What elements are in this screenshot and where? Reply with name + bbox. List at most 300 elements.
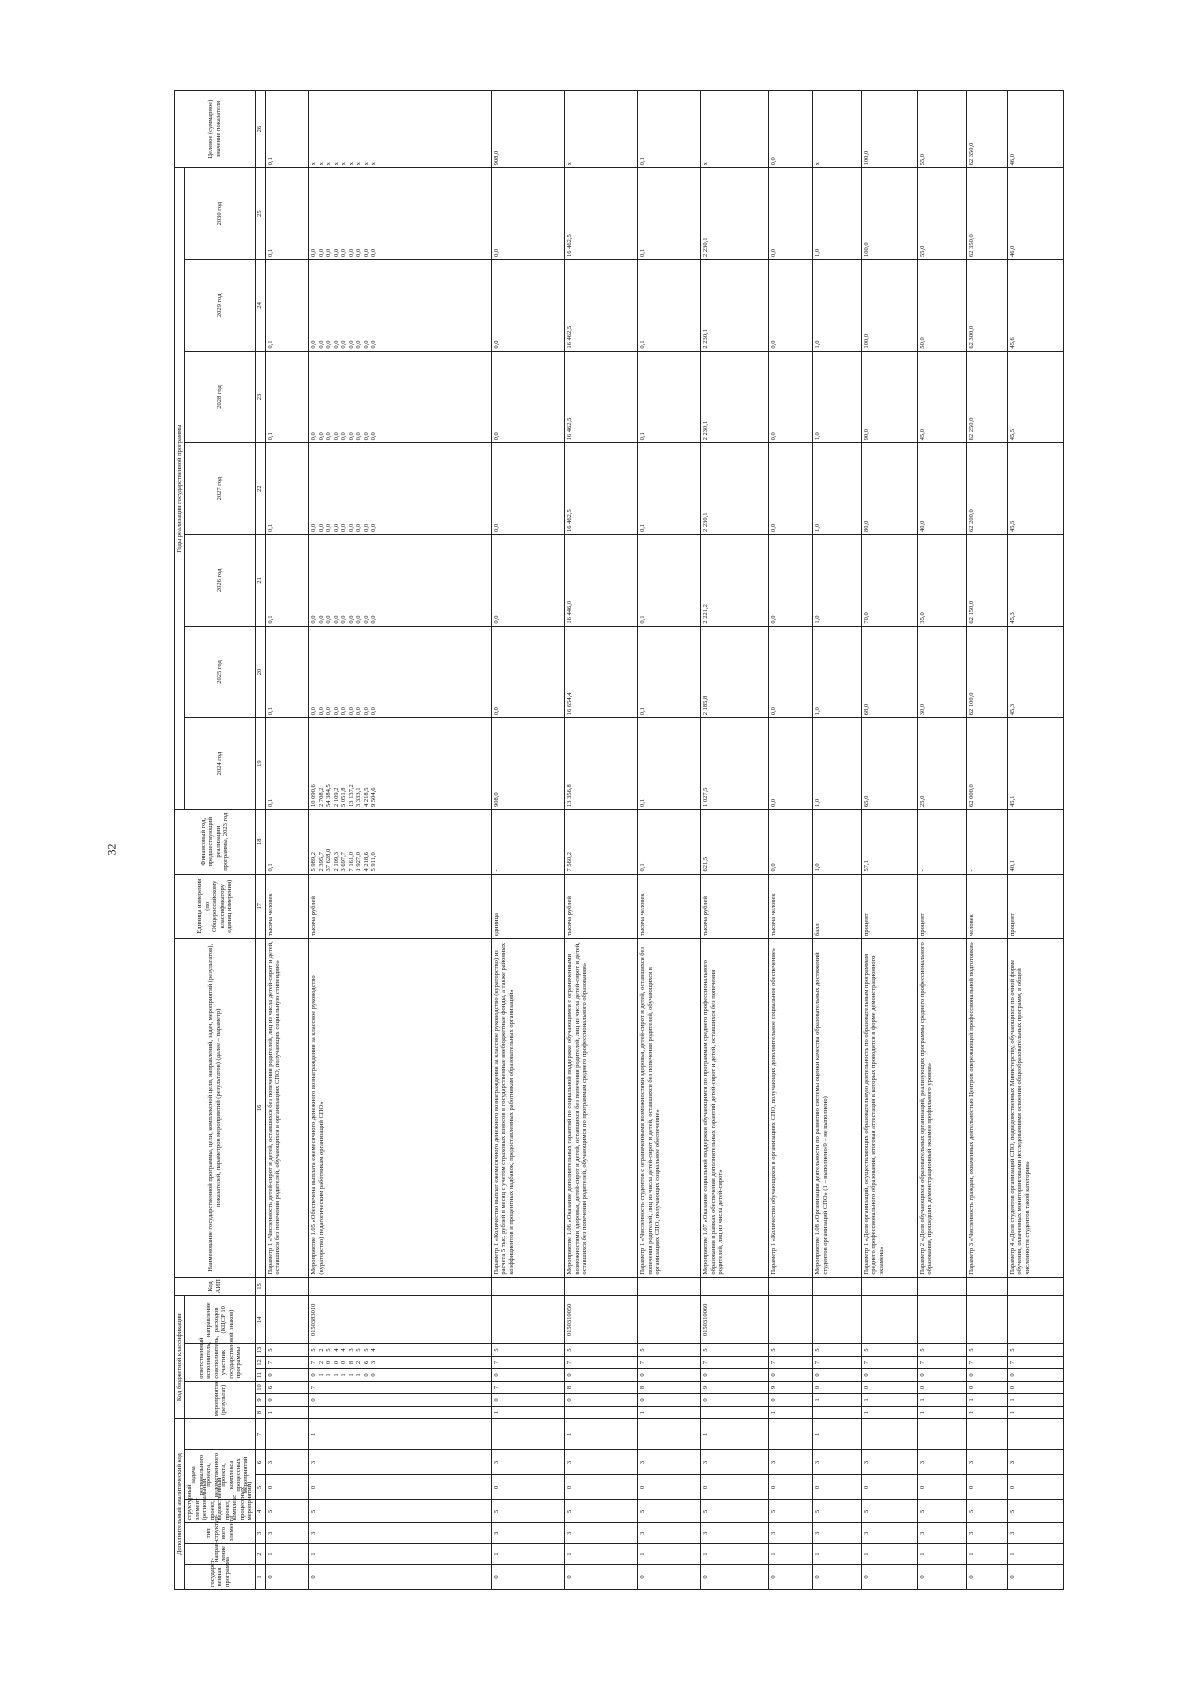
year-value-cell xyxy=(769,351,813,443)
value-line: x xyxy=(347,162,355,166)
rotated-table-wrapper xyxy=(174,90,1064,1590)
value-line: 40,0 xyxy=(918,520,926,532)
code-cell: 0 xyxy=(309,1565,492,1590)
value-line: 0,0 xyxy=(310,432,318,441)
value-line: 0,0 xyxy=(370,248,378,258)
column-index: 13 xyxy=(255,1344,265,1356)
code-cell: 3 xyxy=(966,1523,1007,1544)
year-value-cell xyxy=(917,443,966,535)
code-cell: 1 xyxy=(492,1544,565,1565)
rashod-cell xyxy=(917,1296,966,1344)
year-value-cell xyxy=(265,260,309,352)
year-value-cell xyxy=(917,626,966,718)
aip-cell xyxy=(861,1277,917,1296)
year-value-cell xyxy=(861,534,917,626)
value-line: x xyxy=(362,162,370,166)
code-cell: 3 xyxy=(1007,1450,1063,1475)
year-value-cell xyxy=(265,351,309,443)
value-line: 0,0 xyxy=(362,248,370,258)
value-line: 7 161,0 xyxy=(347,852,355,872)
value-line: 62 300,0 xyxy=(967,325,975,349)
value-line: 0,0 xyxy=(325,707,333,716)
value-line: 7 560,2 xyxy=(566,852,574,872)
value-line: 0,0 xyxy=(325,523,333,532)
code-cell: 7 2 0 0 0 8 2 6 3 xyxy=(309,1356,492,1368)
code-cell: 8 xyxy=(638,1381,701,1393)
unit-cell: тысяча человек xyxy=(769,874,813,939)
code-cell: 3 xyxy=(813,1450,862,1475)
value-line: 0,0 xyxy=(340,707,348,716)
code-cell: 3 xyxy=(701,1523,769,1544)
value-line: 0,0 xyxy=(770,798,778,807)
header-exec: ответственный исполнитель, соисполнитель, участник государственной программы xyxy=(185,1344,255,1381)
code-cell: 3 xyxy=(492,1523,565,1544)
value-line: 0,0 xyxy=(355,340,363,349)
header-task: задача регионального проекта, ведомственного проекта, комплекса процессных мероприятий xyxy=(185,1450,255,1500)
code-cell: 8 xyxy=(565,1381,638,1393)
fin-year-cell xyxy=(638,809,701,874)
value-line: 0,0 xyxy=(332,432,340,441)
table-row xyxy=(492,91,565,1590)
value-line: 13 356,8 xyxy=(566,784,574,807)
value-line: 0,0 xyxy=(310,248,318,258)
value-line: 0,0 xyxy=(370,432,378,441)
value-line: 0,0 xyxy=(362,707,370,716)
value-line: 2 708,2 xyxy=(317,787,325,807)
code-cell: 0 xyxy=(701,1394,769,1406)
column-index: 18 xyxy=(255,809,265,874)
year-value-cell xyxy=(638,443,701,535)
year-value-cell xyxy=(966,168,1007,260)
code-cell: 0 xyxy=(638,1394,701,1406)
code-cell: 0 xyxy=(861,1475,917,1500)
year-value-cell xyxy=(492,168,565,260)
value-line: 70,0 xyxy=(862,612,870,624)
value-line: - xyxy=(493,869,501,872)
rashod-cell xyxy=(966,1296,1007,1344)
value-line: 2 230,1 xyxy=(702,420,710,441)
code-cell: 7 xyxy=(565,1356,638,1368)
code-cell: 0 xyxy=(701,1475,769,1500)
value-line: 1,0 xyxy=(814,432,822,441)
aip-cell xyxy=(638,1277,701,1296)
code-cell: 5 xyxy=(917,1344,966,1356)
year-value-cell xyxy=(813,443,862,535)
value-line: 0,0 xyxy=(317,523,325,532)
code-cell: 0 xyxy=(966,1475,1007,1500)
value-line: 0,1 xyxy=(639,248,647,258)
code-cell: 3 xyxy=(565,1523,638,1544)
code-cell xyxy=(492,1419,565,1450)
year-value-cell xyxy=(861,443,917,535)
year-value-cell xyxy=(701,443,769,535)
name-cell: Параметр 1 «Численность детей-сирот и детей, оставшихся без попечения родителей, лиц из числа детей-сирот и детей, оставшихся без попечения родителей, обучающихся в организациях СПО, получающих социальную стипендию» xyxy=(265,939,309,1278)
total-cell xyxy=(701,91,769,168)
value-line: 0,0 xyxy=(770,157,778,166)
value-line: 0,0 xyxy=(340,432,348,441)
value-line: 0,1 xyxy=(266,798,274,807)
code-cell: 3 xyxy=(861,1450,917,1475)
code-cell: 5 xyxy=(1007,1500,1063,1523)
year-value-cell xyxy=(861,168,917,260)
value-line: 1,0 xyxy=(814,615,822,624)
value-line: 0,1 xyxy=(266,707,274,716)
value-line: 0,0 xyxy=(370,615,378,624)
value-line: 5 051,8 xyxy=(340,787,348,807)
header-name: Наименование государственной программы, цели, комплексной цели, направлений, задач, мероприятий (результатов), показателей, параметров мероприятий (результатов) (далее – параметр) xyxy=(175,939,256,1278)
code-cell: 5 xyxy=(701,1344,769,1356)
value-line: 0,0 xyxy=(347,340,355,349)
code-cell xyxy=(265,1419,309,1450)
year-value-cell xyxy=(492,351,565,443)
column-index: 25 xyxy=(255,168,265,260)
year-value-cell xyxy=(966,443,1007,535)
code-cell: 1 xyxy=(966,1544,1007,1565)
year-value-cell xyxy=(265,534,309,626)
value-line: 5 989,2 xyxy=(310,852,318,872)
code-cell: 1 xyxy=(917,1406,966,1418)
value-line: 0,0 xyxy=(347,523,355,532)
value-line: 45,0 xyxy=(918,428,926,441)
code-cell: 0 xyxy=(1007,1381,1063,1393)
value-line: x xyxy=(814,162,822,166)
value-line: 62 250,0 xyxy=(967,417,975,441)
value-line: 1,0 xyxy=(814,248,822,258)
year-value-cell xyxy=(966,718,1007,810)
code-cell: 0 xyxy=(861,1381,917,1393)
value-line: 1 027,5 xyxy=(702,787,710,807)
value-line: 0,0 xyxy=(317,340,325,349)
year-value-cell xyxy=(701,351,769,443)
value-line: 50,0 xyxy=(918,337,926,349)
page-number: 32 xyxy=(104,843,119,856)
name-cell: Мероприятие 1.08 «Организация деятельности по развитию системы оценки качества образовательных достижений студентов организаций СПО» (1 – выполнено/0 – не выполнено) xyxy=(813,939,862,1278)
code-cell: 0 xyxy=(638,1565,701,1590)
code-cell: 0 xyxy=(813,1475,862,1500)
code-cell: 7 xyxy=(492,1381,565,1393)
value-line: 62 100,0 xyxy=(967,692,975,716)
aip-cell xyxy=(309,1277,492,1296)
rashod-cell xyxy=(769,1296,813,1344)
value-line: 0,1 xyxy=(639,707,647,716)
code-cell: 0 xyxy=(565,1394,638,1406)
year-value-cell xyxy=(638,351,701,443)
value-line: 2 109,2 xyxy=(332,787,340,807)
year-value-cell xyxy=(492,443,565,535)
column-index: 5 xyxy=(255,1475,265,1500)
column-index: 20 xyxy=(255,626,265,718)
rashod-cell: 0150310060 xyxy=(701,1296,769,1344)
value-line: 1,0 xyxy=(814,707,822,716)
code-cell: 3 xyxy=(638,1450,701,1475)
value-line: - xyxy=(918,869,926,872)
code-cell: 0 xyxy=(492,1394,565,1406)
code-cell: 5 2 5 4 4 3 5 5 4 xyxy=(309,1344,492,1356)
table-row xyxy=(966,91,1007,1590)
code-cell: 1 xyxy=(309,1419,492,1450)
value-line: 55,0 xyxy=(918,153,926,166)
table-row xyxy=(565,91,638,1590)
code-cell: 0 xyxy=(492,1475,565,1500)
year-value-cell xyxy=(565,718,638,810)
code-cell: 0 xyxy=(1007,1565,1063,1590)
value-line: x xyxy=(317,162,325,166)
value-line: 0,0 xyxy=(355,523,363,532)
code-cell: 7 xyxy=(861,1356,917,1368)
value-line: 62 200,0 xyxy=(967,509,975,532)
year-value-cell xyxy=(813,626,862,718)
code-cell: 3 xyxy=(309,1450,492,1475)
value-line: 46,0 xyxy=(1008,153,1016,166)
table-body xyxy=(265,91,1063,1590)
table-row xyxy=(861,91,917,1590)
code-cell: 1 xyxy=(1007,1406,1063,1418)
code-cell: 1 xyxy=(813,1394,862,1406)
year-value-cell xyxy=(917,718,966,810)
value-line: 0,0 xyxy=(325,248,333,258)
value-line: 0,1 xyxy=(266,340,274,349)
code-cell: 7 xyxy=(701,1356,769,1368)
aip-cell xyxy=(1007,1277,1063,1296)
value-line: 0,0 xyxy=(325,340,333,349)
value-line: 0,0 xyxy=(493,523,501,532)
value-line: 0,0 xyxy=(355,432,363,441)
value-line: 45,5 xyxy=(1008,520,1016,532)
value-line: 0,0 xyxy=(317,248,325,258)
year-value-cell xyxy=(565,351,638,443)
value-line: 0,0 xyxy=(362,340,370,349)
column-index-row xyxy=(255,91,265,1590)
name-cell: Параметр 2 «Доля обучающихся образовательных организаций, реализующих программы среднего профессионального образования, прошедших демонстрационный экзамен профильного уровня» xyxy=(917,939,966,1278)
code-cell: 5 xyxy=(813,1344,862,1356)
value-line: 2 230,1 xyxy=(702,237,710,258)
rashod-cell: 0150310050 xyxy=(565,1296,638,1344)
column-index: 17 xyxy=(255,874,265,939)
fin-year-cell xyxy=(492,809,565,874)
value-line: 0,0 xyxy=(332,615,340,624)
value-line: 0,0 xyxy=(370,707,378,716)
code-cell: 1 xyxy=(492,1406,565,1418)
total-cell xyxy=(565,91,638,168)
year-value-cell xyxy=(638,626,701,718)
column-index: 3 xyxy=(255,1523,265,1544)
table-row xyxy=(1007,91,1063,1590)
value-line: 908,0 xyxy=(493,792,501,807)
value-line: 1 927,0 xyxy=(355,852,363,872)
value-line: 0,1 xyxy=(266,248,274,258)
value-line: x xyxy=(566,162,574,166)
total-cell xyxy=(309,91,492,168)
year-value-cell xyxy=(769,534,813,626)
year-value-cell xyxy=(309,626,492,718)
year-value-cell xyxy=(966,626,1007,718)
code-cell: 7 xyxy=(813,1356,862,1368)
value-line: 0,0 xyxy=(770,340,778,349)
code-cell: 1 xyxy=(265,1406,309,1418)
value-line: 0,0 xyxy=(770,432,778,441)
value-line: 0,0 xyxy=(317,707,325,716)
year-value-cell xyxy=(861,718,917,810)
code-cell: 0 xyxy=(701,1369,769,1381)
code-cell: 1 xyxy=(565,1544,638,1565)
value-line: 621,5 xyxy=(702,856,710,872)
code-cell xyxy=(769,1419,813,1450)
code-cell: 5 xyxy=(701,1500,769,1523)
unit-cell: тысяча человек xyxy=(265,874,309,939)
value-line: 1,0 xyxy=(814,340,822,349)
code-cell: 0 xyxy=(861,1565,917,1590)
year-value-cell xyxy=(917,351,966,443)
code-cell: 0 xyxy=(769,1475,813,1500)
table-row xyxy=(917,91,966,1590)
code-cell: 5 xyxy=(265,1500,309,1523)
value-line: 0,0 xyxy=(317,615,325,624)
value-line: 16 462,5 xyxy=(566,325,574,349)
code-cell: 0 xyxy=(917,1565,966,1590)
code-cell: 0 xyxy=(638,1369,701,1381)
value-line: 908,0 xyxy=(493,150,501,166)
value-line: 0,0 xyxy=(770,248,778,258)
code-cell: 5 xyxy=(638,1500,701,1523)
column-index: 19 xyxy=(255,718,265,810)
fin-year-cell xyxy=(265,809,309,874)
value-line: 0,0 xyxy=(325,615,333,624)
code-cell xyxy=(701,1406,769,1418)
table-row xyxy=(309,91,492,1590)
code-cell: 1 xyxy=(917,1544,966,1565)
value-line: 45,5 xyxy=(1008,428,1016,441)
code-cell: 0 xyxy=(265,1394,309,1406)
value-line: x xyxy=(310,162,318,166)
code-cell: 0 xyxy=(917,1475,966,1500)
value-line: 4 218,6 xyxy=(362,852,370,872)
value-line: 0,0 xyxy=(347,615,355,624)
code-cell: 0 xyxy=(565,1369,638,1381)
value-line: 37 628,0 xyxy=(325,848,333,872)
value-line: 62 350,0 xyxy=(967,234,975,258)
value-line: 0,0 xyxy=(770,523,778,532)
header-year: 2026 год xyxy=(185,534,255,626)
total-cell xyxy=(813,91,862,168)
value-line: 0,0 xyxy=(310,340,318,349)
code-cell: 1 xyxy=(769,1406,813,1418)
code-cell: 0 xyxy=(265,1369,309,1381)
value-line: x xyxy=(340,162,348,166)
unit-cell: человек xyxy=(966,874,1007,939)
value-line: 0,0 xyxy=(332,340,340,349)
total-cell xyxy=(769,91,813,168)
column-index: 10 xyxy=(255,1381,265,1393)
code-cell: 3 xyxy=(265,1450,309,1475)
value-line: 1,0 xyxy=(814,523,822,532)
header-year: 2030 год xyxy=(185,168,255,260)
name-cell: Параметр 3 «Численность граждан, охваченных деятельностью Центров опережающей профессиональной подготовки» xyxy=(966,939,1007,1278)
code-cell: 1 xyxy=(917,1394,966,1406)
value-line: 0,0 xyxy=(310,615,318,624)
year-value-cell xyxy=(813,718,862,810)
code-cell: 7 xyxy=(309,1381,492,1393)
aip-cell xyxy=(966,1277,1007,1296)
value-line: 0,0 xyxy=(340,615,348,624)
total-cell xyxy=(638,91,701,168)
code-cell: 1 xyxy=(701,1419,769,1450)
code-cell: 5 xyxy=(638,1344,701,1356)
aip-cell xyxy=(917,1277,966,1296)
year-value-cell xyxy=(309,260,492,352)
code-cell: 7 xyxy=(492,1356,565,1368)
code-cell: 5 xyxy=(861,1344,917,1356)
code-cell: 0 xyxy=(492,1369,565,1381)
code-cell: 5 xyxy=(966,1500,1007,1523)
code-cell: 0 xyxy=(492,1565,565,1590)
code-cell: 0 xyxy=(1007,1369,1063,1381)
column-index: 23 xyxy=(255,351,265,443)
aip-cell xyxy=(265,1277,309,1296)
code-cell: 3 xyxy=(917,1450,966,1475)
code-cell: 1 xyxy=(813,1544,862,1565)
year-value-cell xyxy=(638,168,701,260)
value-line: 0,0 xyxy=(332,707,340,716)
year-value-cell xyxy=(309,168,492,260)
code-cell xyxy=(966,1419,1007,1450)
value-line: 5 911,0 xyxy=(370,852,378,872)
table-row xyxy=(813,91,862,1590)
code-cell xyxy=(917,1419,966,1450)
code-cell: 3 xyxy=(966,1450,1007,1475)
code-cell: 5 xyxy=(769,1344,813,1356)
value-line: 2 109,3 xyxy=(332,852,340,872)
value-line: 16 462,5 xyxy=(566,509,574,532)
code-cell: 0 xyxy=(917,1369,966,1381)
value-line: 0,0 xyxy=(770,863,778,872)
code-cell xyxy=(565,1406,638,1418)
column-index: 24 xyxy=(255,260,265,352)
value-line: 45,3 xyxy=(1008,612,1016,624)
value-line: 2 221,2 xyxy=(702,604,710,624)
year-value-cell xyxy=(769,168,813,260)
year-value-cell xyxy=(565,260,638,352)
value-line: 30,0 xyxy=(918,703,926,716)
name-cell: Параметр 4 «Доля студентов организаций СПО, подведомственных Министерству, обучающихся по очной форме обучения, охваченных мониторинговыми исследованиями освоения общеобразовательных программ, в общей численности студентов такой категории» xyxy=(1007,939,1063,1278)
value-line: 0,0 xyxy=(340,248,348,258)
code-cell xyxy=(861,1419,917,1450)
code-cell: 1 xyxy=(769,1544,813,1565)
value-line: 0,0 xyxy=(340,340,348,349)
year-value-cell xyxy=(1007,534,1063,626)
code-cell: 0 xyxy=(769,1369,813,1381)
value-line: 2 185,8 xyxy=(702,695,710,716)
unit-cell: тысяча человек xyxy=(638,874,701,939)
total-cell xyxy=(1007,91,1063,168)
value-line: 10 090,6 xyxy=(310,784,318,807)
value-line: 4 218,5 xyxy=(362,787,370,807)
code-cell: 0 xyxy=(813,1369,862,1381)
value-line: 0,0 xyxy=(493,615,501,624)
value-line: 100,0 xyxy=(862,334,870,349)
value-line: x xyxy=(332,162,340,166)
year-value-cell xyxy=(265,718,309,810)
code-cell: 1 xyxy=(701,1544,769,1565)
code-cell: 0 xyxy=(813,1565,862,1590)
value-line: 0,0 xyxy=(347,432,355,441)
value-line: 80,0 xyxy=(862,520,870,532)
code-cell: 5 xyxy=(492,1500,565,1523)
code-cell: 0 xyxy=(701,1565,769,1590)
fin-year-cell xyxy=(309,809,492,874)
value-line: 13 137,2 xyxy=(347,784,355,807)
column-index: 9 xyxy=(255,1394,265,1406)
unit-cell: тысяча рублей xyxy=(309,874,492,939)
